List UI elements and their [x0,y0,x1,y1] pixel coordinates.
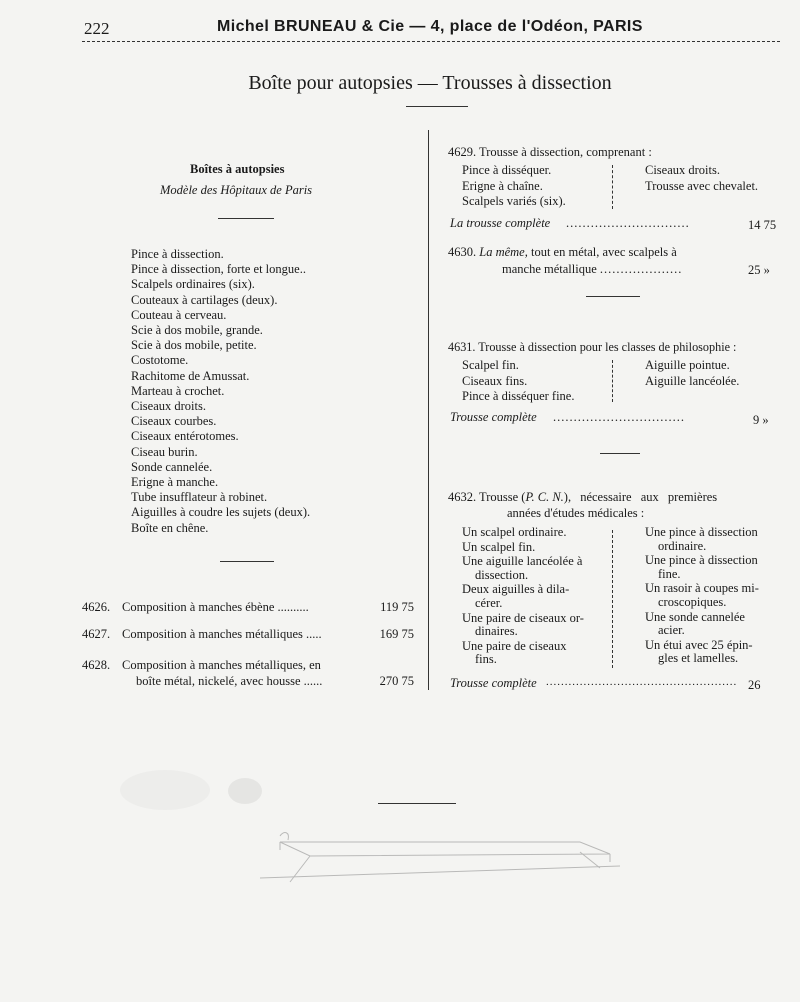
list-item: Pince à dissection, forte et longue.. [131,262,306,277]
entry-text: Trousse ( [479,490,526,504]
entry-4629-total-label: La trousse complète [450,216,551,230]
header-rule [82,41,780,42]
list-item: Scalpel fin. [462,358,519,372]
list-item: Marteau à crochet. [131,383,225,398]
list-item: Aiguilles à coudre les sujets (deux). [131,505,311,520]
left-short-rule [218,218,274,219]
entry-4631-col1 [462,358,574,405]
entry-number: 4630. [448,245,477,259]
left-short-rule-2 [220,561,274,562]
entry-4631-col2 [645,358,739,389]
list-item: Couteaux à cartilages (deux). [131,292,278,307]
leader-dots: .............................. [566,216,690,230]
entry-4631-total-label: Trousse complète [450,410,537,424]
instrument-list [131,247,310,536]
entry-4630-line2 [502,262,682,277]
bottom-rule [378,803,456,804]
composition-price: 119 75 [380,600,414,614]
right-short-rule-2 [600,453,640,454]
entry-4632-line2: années d'études médicales : [507,506,645,520]
list-item: Un scalpel ordinaire. [462,525,567,539]
composition-text: Composition à manches ébène .......... [122,600,309,614]
page-stain [228,778,262,804]
list-item: Scie à dos mobile, grande. [131,323,263,338]
stretcher-illustration [250,822,630,892]
composition-text: Composition à manches métalliques, en [122,658,321,672]
composition-number: 4627. [82,627,111,641]
running-title: Michel BRUNEAU & Cie — 4, place de l'Odéon, PARIS [217,18,643,35]
list-item: Sonde cannelée. [131,459,213,474]
list-item: Pince à disséquer. [462,163,552,177]
entry-number: 4632. [448,490,477,504]
list-item: Rachitome de Amussat. [131,368,250,383]
list-item: Un scalpel fin. [462,539,536,554]
brace [612,530,613,668]
page-title: Boîte pour autopsies — Trousses à dissection [248,72,612,94]
entry-4629-col1 [462,163,566,210]
list-item: Un étui avec 25 épin- gles et lamelles. [645,637,753,666]
list-item: Aiguille pointue. [645,358,730,372]
right-short-rule [586,296,640,297]
list-item: Ciseaux courbes. [131,414,217,429]
list-item: Costotome. [131,353,189,368]
list-item: Ciseaux droits. [131,399,206,414]
entry-4631-price: 9 » [753,413,769,427]
left-subheading: Modèle des Hôpitaux de Paris [160,183,313,197]
leader-dots: ................................................... [546,676,738,688]
entry-4629-price: 14 75 [748,218,777,232]
list-item: Un rasoir à coupes mi- croscopiques. [645,581,759,609]
entry-4632-price: 26 [748,678,761,692]
list-item: Tube insufflateur à robinet. [131,490,268,505]
list-item: Une aiguille lancéolée à dissection. [462,554,583,582]
list-item: Ciseaux droits. [645,163,720,177]
composition-price: 270 75 [379,674,414,688]
list-item: Ciseau burin. [131,444,198,459]
composition-text-line2: boîte métal, nickelé, avec housse ...... [136,674,323,688]
list-item: Scalpels variés (six). [462,194,566,208]
entry-text: tout en métal, avec scalpels à [530,245,677,259]
list-item: Une pince à dissection ordinaire. [645,525,758,553]
composition-4628 [82,658,414,692]
list-item: Aiguille lancéolée. [645,373,740,388]
list-item: Ciseaux fins. [462,373,528,388]
leader-dots: ................................ [553,410,685,424]
brace [612,165,613,209]
page-number: 222 [84,19,110,38]
entry-4632-col2 [645,526,759,666]
entry-4632-total-label: Trousse complète [450,676,537,690]
list-item: Scie à dos mobile, petite. [131,338,257,353]
list-item: Une paire de ciseaux or- dinaires. [462,610,584,639]
list-item: Trousse avec chevalet. [645,178,759,193]
entry-4629-col2 [645,163,758,194]
entry-4629-title: 4629. Trousse à dissection, comprenant : [448,145,652,159]
list-item: Boîte en chêne. [131,520,209,535]
list-item: Scalpels ordinaires (six). [131,277,255,292]
list-item: Pince à dissection. [131,247,224,261]
left-heading: Boîtes à autopsies [190,162,285,176]
entry-4632-col1 [462,526,584,667]
list-item: Une sonde cannelée acier. [645,609,745,638]
title-rule [406,106,468,107]
entry-italic: P. C. N. [525,490,564,504]
list-item: Erigne à manche. [131,475,219,490]
composition-text: Composition à manches métalliques ..... [122,627,322,641]
leader-dots: .................... [599,262,683,276]
entry-text-line2: manche métallique [502,262,597,276]
composition-price: 169 75 [379,627,414,641]
entry-4630-price: 25 » [748,263,770,277]
list-item: Erigne à chaîne. [462,178,543,193]
list-item: Ciseaux entérotomes. [131,429,239,444]
entry-italic: La même, [479,245,528,259]
list-item: Une pince à dissection fine. [645,553,758,581]
list-item: Deux aiguilles à dila- cérer. [462,582,570,610]
list-item: Pince à disséquer fine. [462,389,575,403]
entry-4632-line1 [448,490,717,505]
composition-number: 4628. [82,658,111,672]
entry-text: ), nécessaire aux premières [563,490,718,504]
brace [612,360,613,402]
entry-4631-title: 4631. Trousse à dissection pour les classes de philosophie : [448,340,737,354]
list-item: Une paire de ciseaux fins. [462,638,567,667]
page-stain [120,770,210,810]
entry-4630-line1 [448,245,677,260]
column-divider [428,130,429,690]
composition-number: 4626. [82,600,111,614]
list-item: Couteau à cerveau. [131,307,227,322]
